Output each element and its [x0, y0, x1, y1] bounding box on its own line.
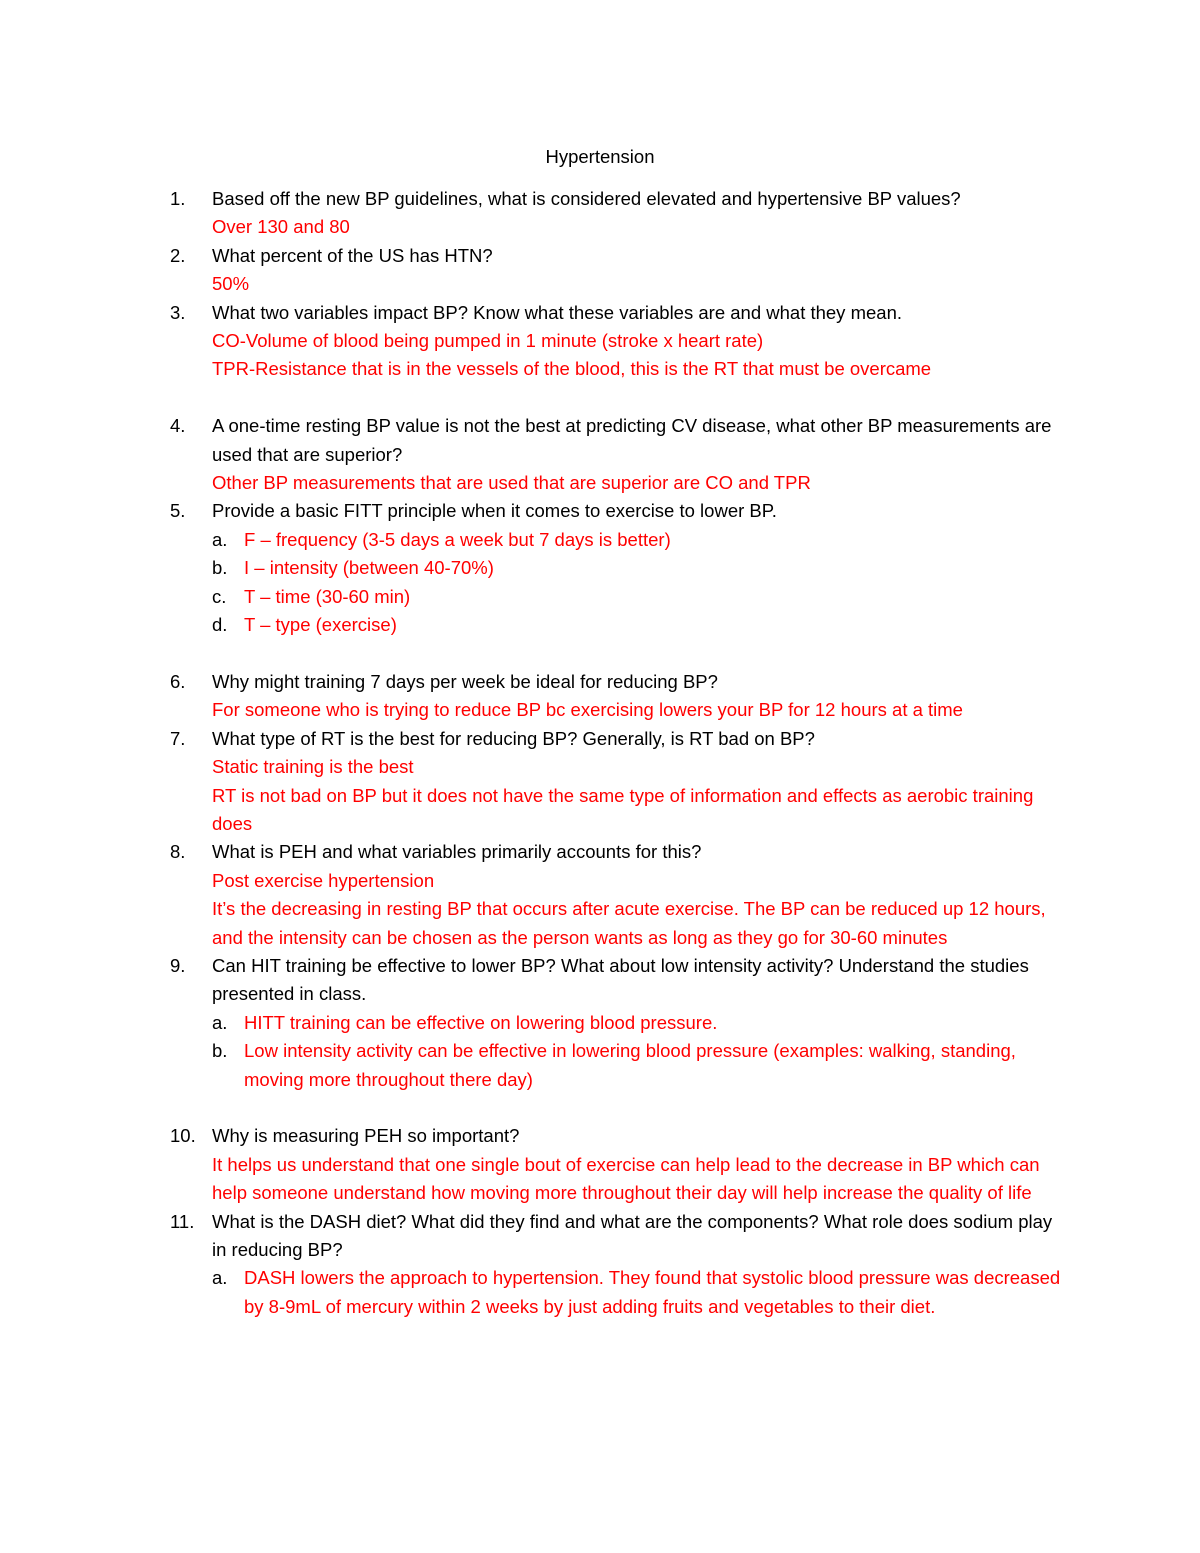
- sub-answer: I – intensity (between 40-70%): [244, 557, 494, 579]
- question-text: Why is measuring PEH so important?: [212, 1125, 520, 1147]
- question-text: What type of RT is the best for reducing BP? Generally, is RT bad on BP?: [212, 727, 815, 749]
- sub-item: [170, 1009, 1070, 1037]
- sub-letter: b.: [212, 557, 228, 579]
- blank-line: [170, 1094, 1070, 1122]
- answer-text: For someone who is trying to reduce BP bc exercising lowers your BP for 12 hours at a time: [212, 699, 963, 721]
- blank-line: [170, 384, 1070, 412]
- sub-letter: a.: [212, 528, 228, 550]
- question-text: A one-time resting BP value is not the best at predicting CV disease, what other BP measurements are used that are superior?: [212, 415, 1052, 465]
- sub-answer: T – type (exercise): [244, 614, 397, 636]
- answer-text: TPR-Resistance that is in the vessels of the blood, this is the RT that must be overcame: [212, 358, 932, 380]
- question-text: Provide a basic FITT principle when it comes to exercise to lower BP.: [212, 500, 777, 522]
- question-number: 3.: [170, 301, 186, 323]
- question-text: Based off the new BP guidelines, what is considered elevated and hypertensive BP values?: [212, 188, 961, 209]
- question-number: 10.: [170, 1125, 196, 1147]
- question-3: [170, 299, 1070, 384]
- answer-text: It helps us understand that one single bout of exercise can help lead to the decrease in BP which can help someone understand how moving more throughout their day will help increase the quality of life: [212, 1153, 1040, 1204]
- question-2: [170, 242, 1070, 299]
- question-number: 7.: [170, 727, 186, 749]
- question-number: 8.: [170, 841, 186, 863]
- question-text: Can HIT training be effective to lower BP? What about low intensity activity? Understand the studies presented in class.: [212, 954, 1029, 1005]
- answer-text: RT is not bad on BP but it does not have the same type of information and effects as aerobic training does: [212, 784, 1034, 834]
- question-text: What is PEH and what variables primarily accounts for this?: [212, 841, 702, 863]
- answer-text: CO-Volume of blood being pumped in 1 minute (stroke x heart rate): [212, 330, 764, 352]
- sub-item: [170, 1037, 1070, 1094]
- sub-answer: DASH lowers the approach to hypertension. They found that systolic blood pressure was decreased by 8-9mL of mercury within 2 weeks by just adding fruits and vegetables to their diet.: [244, 1267, 1061, 1317]
- question-11: [170, 1208, 1070, 1265]
- page-title: Hypertension: [545, 146, 655, 167]
- question-number: 2.: [170, 244, 186, 266]
- sub-item: [170, 526, 1070, 554]
- question-number: 1.: [170, 188, 186, 209]
- sub-answer: HITT training can be effective on lowering blood pressure.: [244, 1011, 718, 1033]
- answer-text: Other BP measurements that are used that are superior are CO and TPR: [212, 472, 811, 494]
- question-9: [170, 952, 1070, 1009]
- question-5: [170, 497, 1070, 525]
- question-text: What two variables impact BP? Know what these variables are and what they mean.: [212, 301, 902, 323]
- blank-line: [170, 639, 1070, 667]
- sub-answer: F – frequency (3-5 days a week but 7 days is better): [244, 528, 671, 550]
- question-1: [170, 185, 1070, 242]
- question-number: 5.: [170, 500, 186, 522]
- sub-letter: a.: [212, 1011, 228, 1033]
- question-number: 6.: [170, 670, 186, 692]
- sub-item: [170, 611, 1070, 639]
- question-number: 9.: [170, 954, 186, 976]
- question-6: [170, 668, 1070, 725]
- sub-answer: Low intensity activity can be effective in lowering blood pressure (examples: walking, standing, moving more throughout there day): [244, 1040, 1016, 1090]
- answer-text: Static training is the best: [212, 756, 414, 778]
- question-8: [170, 838, 1070, 952]
- sub-item: [170, 583, 1070, 611]
- question-7: [170, 725, 1070, 839]
- answer-text: 50%: [212, 273, 250, 295]
- answer-text: Post exercise hypertension: [212, 869, 435, 891]
- question-text: Why might training 7 days per week be ideal for reducing BP?: [212, 670, 718, 692]
- question-number: 11.: [170, 1210, 195, 1232]
- sub-letter: c.: [212, 585, 227, 607]
- answer-text: It’s the decreasing in resting BP that occurs after acute exercise. The BP can be reduced up 12 hours, and the intensity can be chosen as the person wants as long as they go for 30-60 minutes: [212, 898, 1046, 948]
- question-number: 4.: [170, 415, 186, 437]
- sub-letter: a.: [212, 1267, 228, 1289]
- sub-item: [170, 1264, 1070, 1321]
- answer-text: Over 130 and 80: [212, 216, 350, 238]
- sub-letter: d.: [212, 614, 228, 636]
- sub-letter: b.: [212, 1040, 228, 1062]
- question-10: [170, 1122, 1070, 1207]
- question-text: What percent of the US has HTN?: [212, 244, 493, 266]
- sub-item: [170, 554, 1070, 582]
- question-list: [170, 185, 1070, 1321]
- question-4: [170, 412, 1070, 497]
- sub-answer: T – time (30-60 min): [244, 585, 411, 607]
- question-text: What is the DASH diet? What did they find and what are the components? What role does sodium play in reducing BP?: [212, 1210, 1053, 1260]
